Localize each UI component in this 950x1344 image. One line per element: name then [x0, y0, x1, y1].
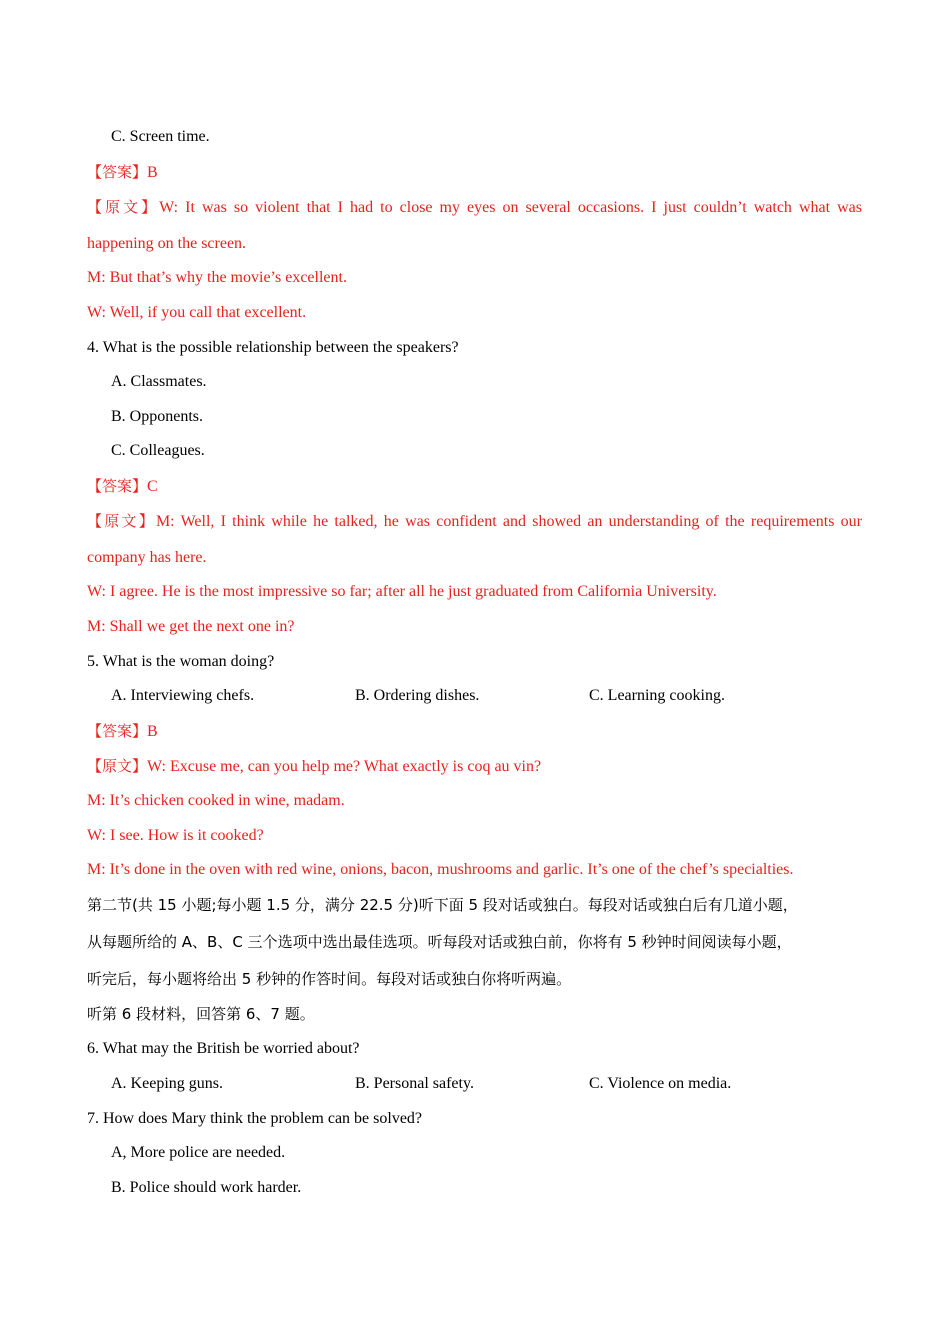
- answer-label: 【答案】: [87, 477, 148, 495]
- q4-transcript-line-3: W: I agree. He is the most impressive so far; after all he just graduated from California University.: [87, 583, 717, 600]
- section2-instructions-line-2: 从每题所给的 A、B、C 三个选项中选出最佳选项。听每段对话或独白前，你将有 5 秒钟时间阅读每小题，: [87, 933, 792, 951]
- q6-option-b: B. Personal safety.: [355, 1075, 474, 1092]
- q6-option-a: A. Keeping guns.: [111, 1075, 223, 1092]
- q4-transcript-line-2: company has here.: [87, 549, 207, 566]
- q4-option-a: A. Classmates.: [111, 373, 207, 390]
- q5-transcript-line-2: M: It’s chicken cooked in wine, madam.: [87, 792, 345, 809]
- q3-transcript-line-4: W: Well, if you call that excellent.: [87, 304, 307, 321]
- q5-transcript-line-4: M: It’s done in the oven with red wine, onions, bacon, mushrooms and garlic. It’s one of the chef’s specialties.: [87, 861, 794, 878]
- answer-label: 【答案】: [87, 163, 148, 181]
- q4-option-c: C. Colleagues.: [111, 442, 205, 459]
- q7-question: 7. How does Mary think the problem can be solved?: [87, 1110, 423, 1127]
- q3-transcript-line-3: M: But that’s why the movie’s excellent.: [87, 269, 347, 286]
- q3-transcript-line-1: [87, 197, 862, 218]
- answer-value: B: [147, 164, 158, 181]
- q5-question: 5. What is the woman doing?: [87, 653, 275, 670]
- answer-value: B: [147, 723, 158, 740]
- transcript-text: M: Well, I think while he talked, he was confident and showed an understanding of the requirements our: [155, 513, 862, 530]
- q4-answer: [87, 476, 158, 497]
- material-intro: 听第 6 段材料，回答第 6、7 题。: [87, 1005, 315, 1023]
- answer-value: C: [147, 478, 158, 495]
- q3-answer: [87, 162, 158, 183]
- transcript-label: 【原文】: [87, 198, 160, 216]
- q5-transcript-line-3: W: I see. How is it cooked?: [87, 827, 264, 844]
- transcript-text: W: It was so violent that I had to close my eyes on several occasions. I just couldn’t watch what was: [159, 199, 862, 216]
- section2-instructions-line-1: 第二节(共 15 小题;每小题 1.5 分，满分 22.5 分)听下面 5 段对话或独白。每段对话或独白后有几道小题，: [87, 896, 798, 914]
- q4-option-b: B. Opponents.: [111, 408, 203, 425]
- q3-option-c: C. Screen time.: [111, 128, 210, 145]
- section2-instructions-line-3: 听完后，每小题将给出 5 秒钟的作答时间。每段对话或独白你将听两遍。: [87, 970, 572, 988]
- q4-transcript-line-1: [87, 511, 862, 532]
- q6-option-c: C. Violence on media.: [589, 1075, 732, 1092]
- q7-option-a: A, More police are needed.: [111, 1144, 286, 1161]
- q5-answer: [87, 721, 158, 742]
- q5-option-c: C. Learning cooking.: [589, 687, 725, 704]
- transcript-label: 【原文】: [87, 512, 156, 530]
- q5-option-a: A. Interviewing chefs.: [111, 687, 255, 704]
- q7-option-b: B. Police should work harder.: [111, 1179, 302, 1196]
- transcript-text: W: Excuse me, can you help me? What exactly is coq au vin?: [147, 758, 542, 775]
- transcript-label: 【原文】: [87, 757, 148, 775]
- q5-transcript-line-1: [87, 756, 541, 777]
- q3-transcript-line-2: happening on the screen.: [87, 235, 247, 252]
- q5-option-b: B. Ordering dishes.: [355, 687, 480, 704]
- q6-question: 6. What may the British be worried about?: [87, 1040, 360, 1057]
- answer-label: 【答案】: [87, 722, 148, 740]
- q4-transcript-line-4: M: Shall we get the next one in?: [87, 618, 295, 635]
- q4-question: 4. What is the possible relationship between the speakers?: [87, 339, 459, 356]
